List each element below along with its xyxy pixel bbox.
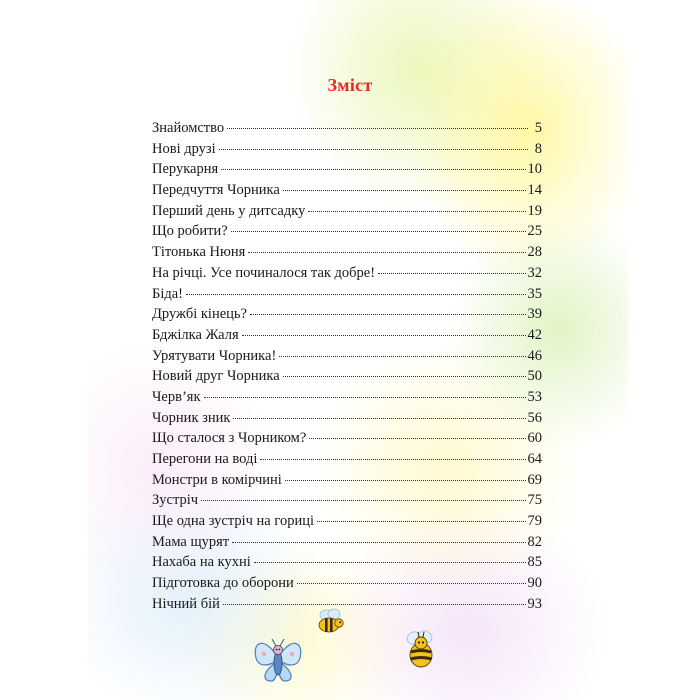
toc-entry <box>152 242 542 263</box>
toc-entry-title: Черв’як <box>152 388 201 405</box>
toc-entry <box>152 428 542 449</box>
dot-leader <box>227 128 528 129</box>
toc-entry <box>152 387 542 408</box>
toc-entry-title: Нахаба на кухні <box>152 554 251 571</box>
toc-entry-page: 39 <box>527 306 542 323</box>
toc-entry-title: Біда! <box>152 285 183 302</box>
toc-entry <box>152 366 542 387</box>
toc-entry-page: 85 <box>527 554 542 571</box>
toc-entry <box>152 552 542 573</box>
dot-leader <box>221 169 525 170</box>
toc-entry-page: 90 <box>527 575 542 592</box>
toc-entry-page: 28 <box>527 244 542 261</box>
toc-entry <box>152 263 542 284</box>
dot-leader <box>378 273 525 274</box>
dot-leader <box>254 562 526 563</box>
toc-entry-page: 42 <box>527 326 542 343</box>
toc-entry-title: Мама щурят <box>152 533 230 550</box>
toc-entry <box>152 304 542 325</box>
toc-entry-title: Підготовка до оборони <box>152 575 294 592</box>
toc-entry-title: Знайомство <box>152 120 225 136</box>
dot-leader <box>260 459 525 460</box>
dot-leader <box>297 583 526 584</box>
toc-entry <box>152 470 542 491</box>
toc-entry <box>152 511 542 532</box>
toc-entry-page: 75 <box>527 492 542 509</box>
dot-leader <box>242 335 526 336</box>
bee-icon <box>400 628 444 672</box>
toc-entry <box>152 325 542 346</box>
toc-entry-title: Перший день у дитсадку <box>152 202 306 219</box>
toc-entry-title: Дружбі кінець? <box>152 306 247 323</box>
toc-entry-page: 93 <box>527 595 542 612</box>
toc-entry-page: 82 <box>527 533 542 550</box>
toc-entry-title: На річці. Усе починалося так добре! <box>152 264 376 281</box>
toc-entry <box>152 139 542 160</box>
toc-entry-page: 56 <box>527 409 542 426</box>
toc-entry <box>152 346 542 367</box>
dot-leader <box>186 294 526 295</box>
toc-entry-page: 60 <box>527 430 542 447</box>
dot-leader <box>223 604 526 605</box>
dot-leader <box>248 252 525 253</box>
toc-entry-page: 50 <box>527 368 542 385</box>
dot-leader <box>201 500 525 501</box>
toc-entry <box>152 408 542 429</box>
butterfly-icon <box>250 632 306 684</box>
dot-leader <box>250 314 526 315</box>
toc-entry-title: Зустріч <box>152 492 199 509</box>
dot-leader <box>317 521 526 522</box>
toc-entry <box>152 532 542 553</box>
dot-leader <box>285 480 526 481</box>
toc-entry-page: 53 <box>527 388 542 405</box>
page-title: Зміст <box>327 75 373 95</box>
toc-entry <box>152 573 542 594</box>
toc-entry-title: Нічний бій <box>152 595 220 612</box>
toc-entry-title: Перукарня <box>152 161 219 178</box>
toc-entry <box>152 118 542 139</box>
toc-entry-page: 8 <box>534 140 542 157</box>
toc-entry-title: Нові друзі <box>152 140 216 157</box>
toc-entry-title: Новий друг Чорника <box>152 368 280 385</box>
toc-entry <box>152 159 542 180</box>
toc-entry <box>152 284 542 305</box>
dot-leader <box>204 397 526 398</box>
bee-icon <box>312 608 348 636</box>
dot-leader <box>231 231 526 232</box>
dot-leader <box>283 376 526 377</box>
dot-leader <box>232 542 525 543</box>
toc-entry-page: 10 <box>527 161 542 178</box>
dot-leader <box>283 190 526 191</box>
toc-entry <box>152 490 542 511</box>
table-of-contents <box>152 118 542 615</box>
toc-entry <box>152 180 542 201</box>
toc-entry-title: Що сталося з Чорником? <box>152 430 307 447</box>
dot-leader <box>233 418 525 419</box>
toc-entry-page: 25 <box>527 223 542 240</box>
toc-entry-page: 69 <box>527 471 542 488</box>
toc-entry-title: Що робити? <box>152 223 228 240</box>
toc-entry-page: 5 <box>534 120 542 136</box>
toc-entry-page: 19 <box>527 202 542 219</box>
toc-entry-page: 32 <box>527 264 542 281</box>
toc-entry-title: Тітонька Нюня <box>152 244 246 261</box>
dot-leader <box>279 356 525 357</box>
toc-entry-page: 14 <box>527 182 542 199</box>
toc-entry-title: Передчуття Чорника <box>152 182 280 199</box>
dot-leader <box>308 211 525 212</box>
dot-leader <box>219 149 528 150</box>
toc-entry <box>152 449 542 470</box>
toc-entry-page: 35 <box>527 285 542 302</box>
toc-entry <box>152 221 542 242</box>
toc-entry-page: 79 <box>527 513 542 530</box>
toc-entry-title: Бджілка Жаля <box>152 326 239 343</box>
toc-entry <box>152 201 542 222</box>
toc-entry-page: 46 <box>527 347 542 364</box>
toc-entry-title: Чорник зник <box>152 409 231 426</box>
toc-entry-title: Перегони на воді <box>152 451 258 467</box>
dot-leader <box>309 438 525 439</box>
toc-entry-title: Ще одна зустріч на гориці <box>152 513 314 530</box>
toc-entry-title: Урятувати Чорника! <box>152 347 277 364</box>
toc-entry-title: Монстри в комірчині <box>152 471 282 488</box>
toc-entry-page: 64 <box>527 451 542 467</box>
